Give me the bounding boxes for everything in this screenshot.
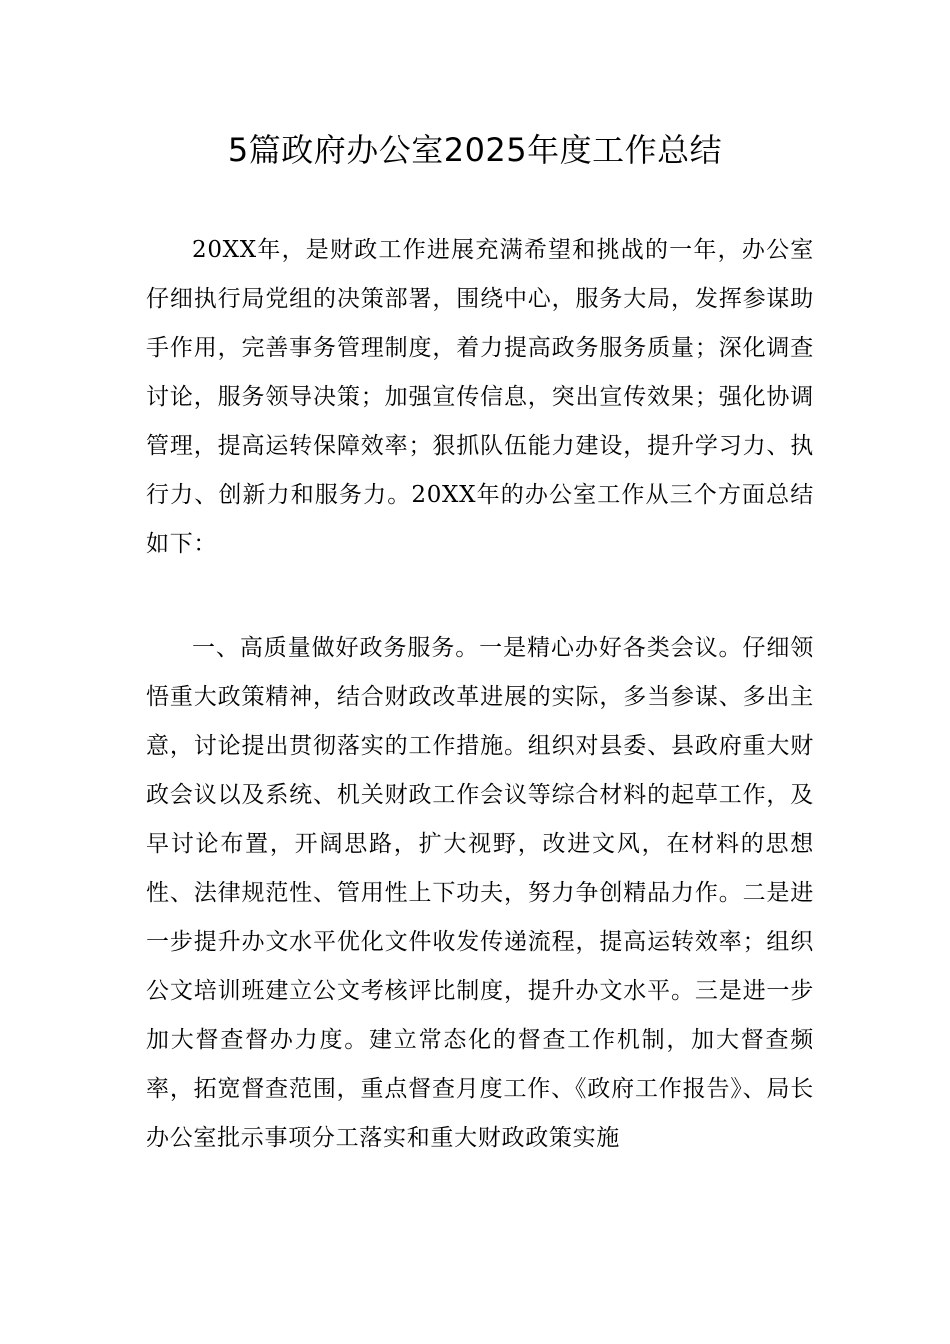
paragraph-section-1: 一、高质量做好政务服务。一是精心办好各类会议。仔细领悟重大政策精神，结合财政改革进展的实际，多当参谋、多出主意，讨论提出贯彻落实的工作措施。组织对县委、县政府重大财政会议以及系统、机关财政工作会议等综合材料的起草工作，及早讨论布置，开阔思路，扩大视野，改进文风，在材料的思想性、法律规范性、管用性上下功夫，努力争创精品力作。二是进一步提升办文水平优化文件收发传递流程，提高运转效率；组织公文培训班建立公文考核评比制度，提升办文水平。三是进一步加大督查督办力度。建立常态化的督查工作机制，加大督查频率，拓宽督查范围，重点督查月度工作、《政府工作报告》、局长办公室批示事项分工落实和重大财政政策实施	[146, 635, 814, 1151]
paragraph-intro: 20XX年，是财政工作进展充满希望和挑战的一年，办公室仔细执行局党组的决策部署，围绕中心，服务大局，发挥参谋助手作用，完善事务管理制度，着力提高政务服务质量；深化调查讨论，服务领导决策；加强宣传信息，突出宣传效果；强化协调管理，提高运转保障效率；狠抓队伍能力建设，提升学习力、执行力、创新力和服务力。20XX年的办公室工作从三个方面总结如下：	[146, 237, 814, 557]
document-title: 5篇政府办公室2025年度工作总结	[227, 131, 723, 169]
